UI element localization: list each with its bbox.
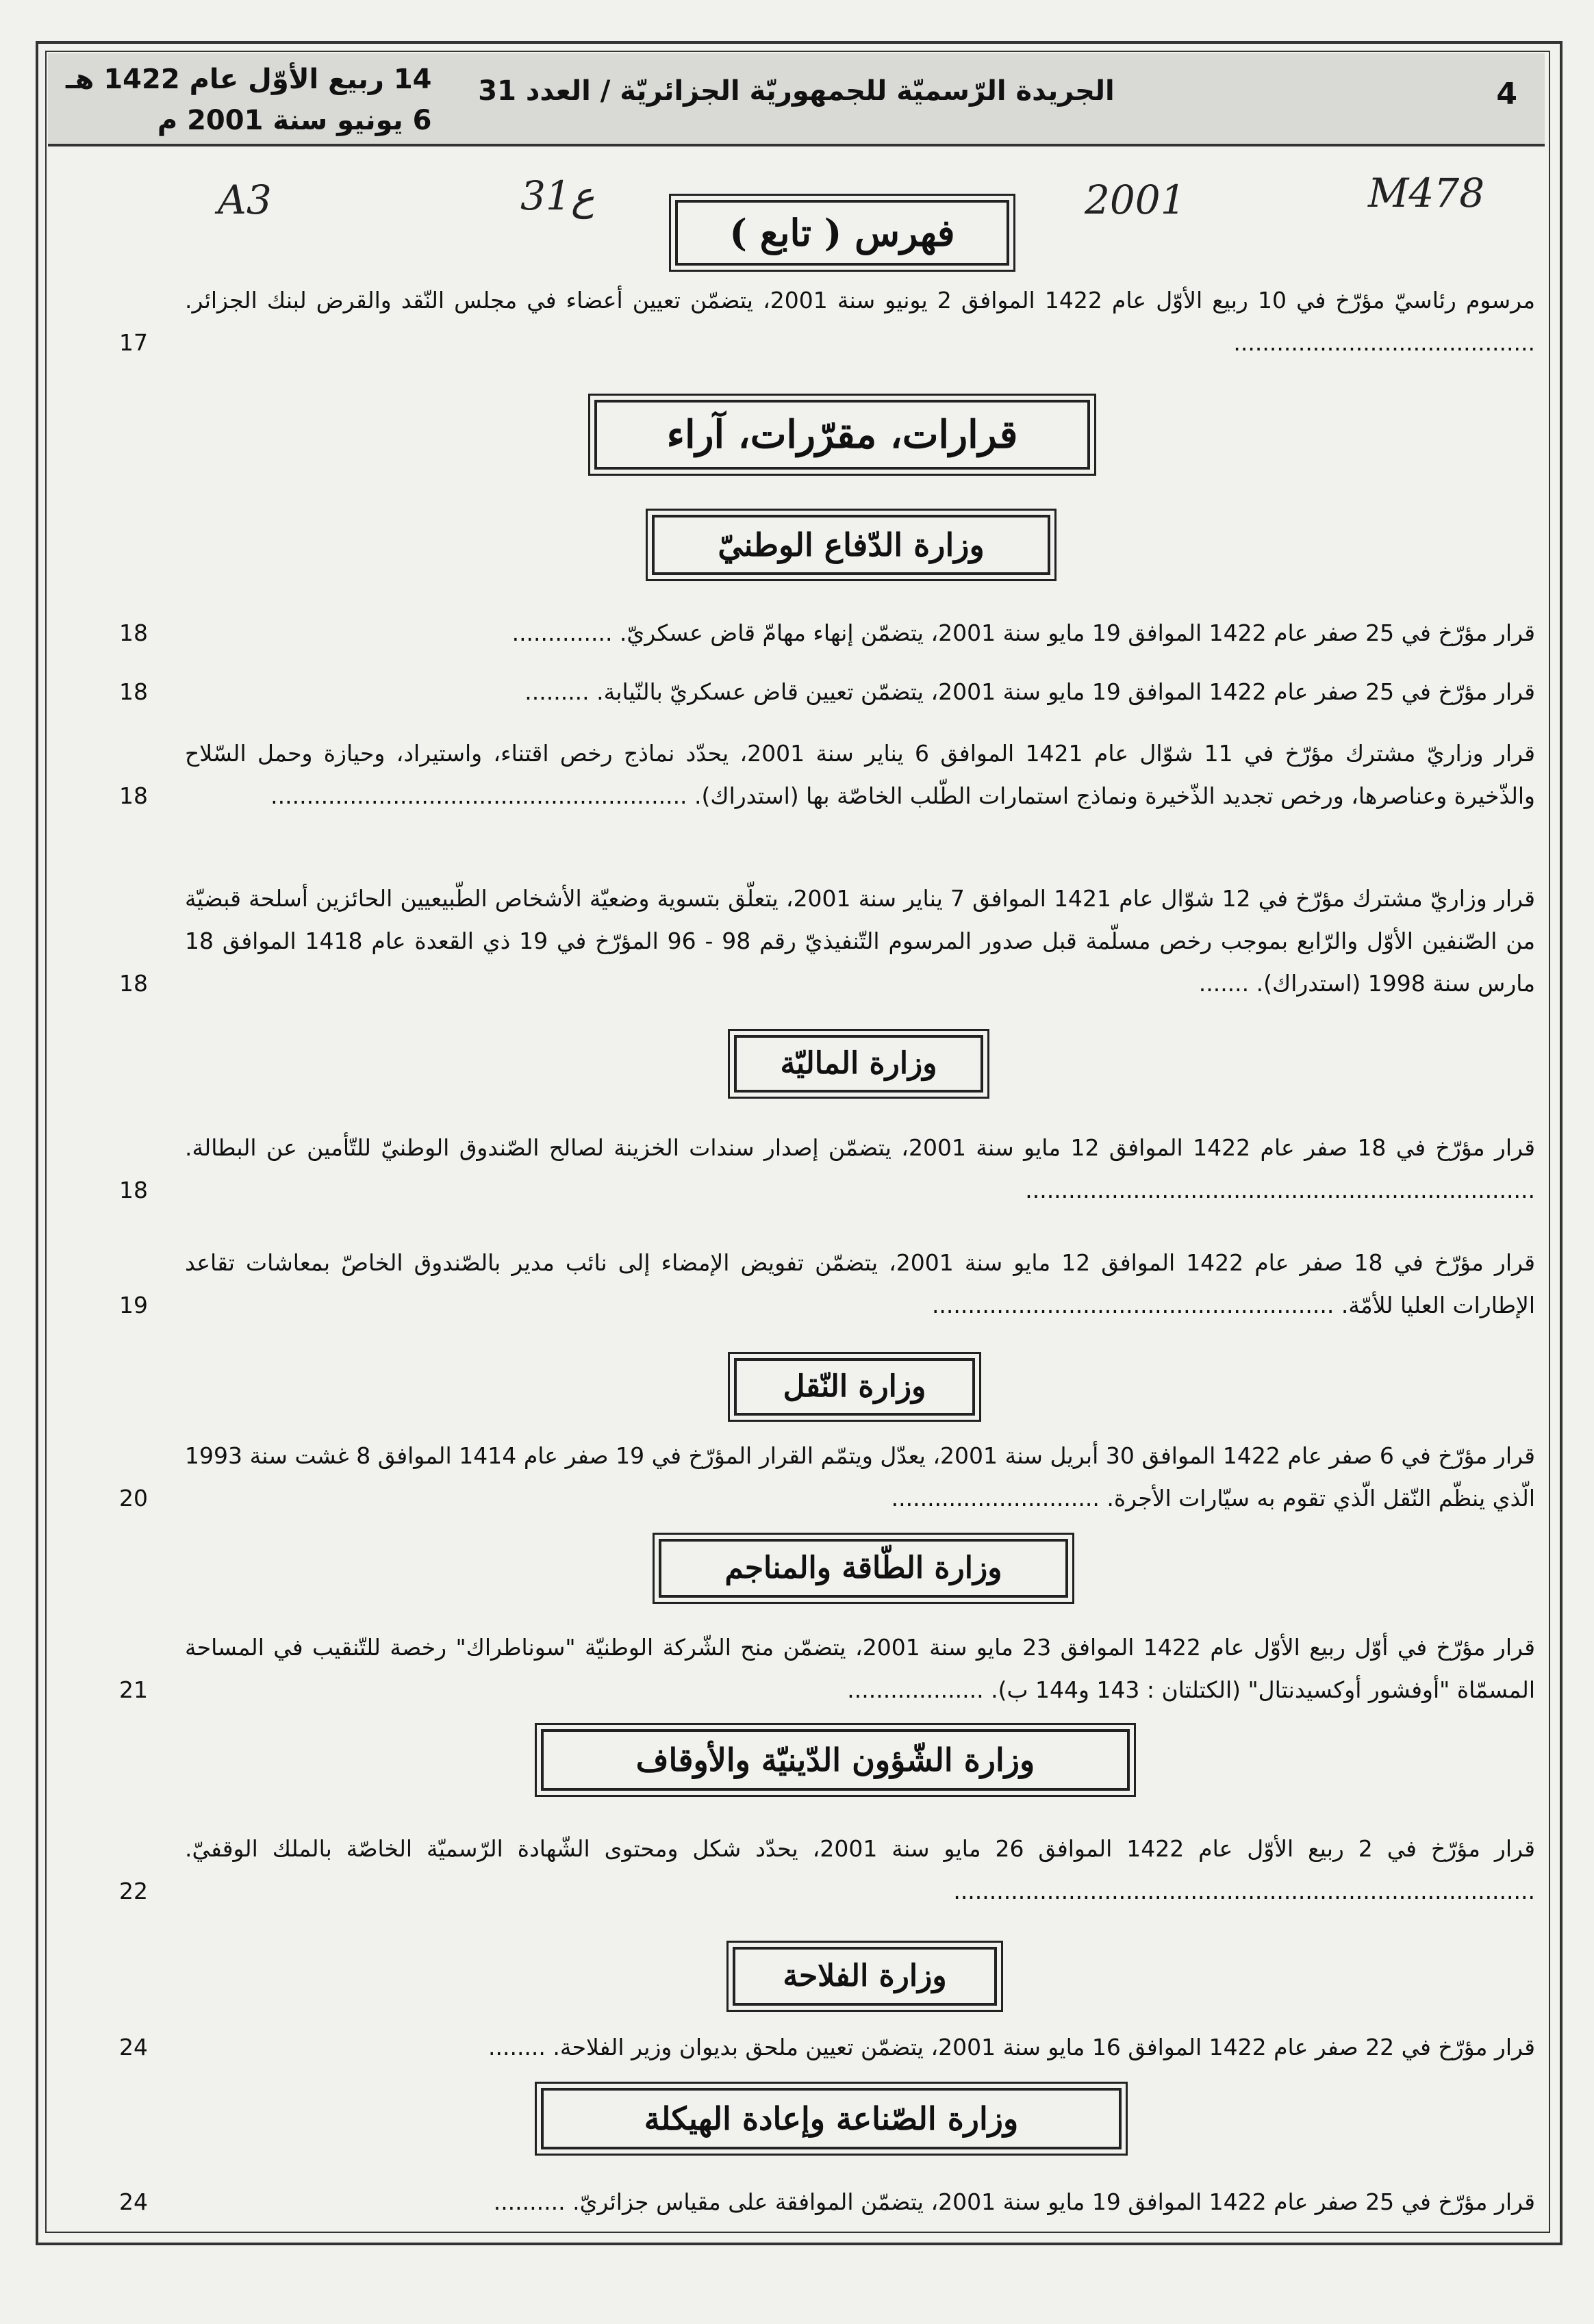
handwritten-note-b: 31ع bbox=[520, 173, 595, 219]
entry-presidential-decree bbox=[119, 279, 1535, 364]
entry-page: 18 bbox=[119, 620, 148, 646]
section-industry-heading: وزارة الصّناعة وإعادة الهيكلة bbox=[541, 2088, 1122, 2149]
section-transport-heading: وزارة النّقل bbox=[734, 1358, 975, 1416]
entry-page: 18 bbox=[119, 678, 148, 705]
entry-text: قرار مؤرّخ في 2 ربيع الأوّل عام 1422 الموافق 26 مايو سنة 2001، يحدّد شكل ومحتوى الشّهادة الرّسميّة الخاصّة بالملك الوقفيّ. ................................................................................. bbox=[185, 1835, 1535, 1904]
handwritten-note-d: M478 bbox=[1368, 170, 1485, 216]
entry-text: قرار مؤرّخ في 25 صفر عام 1422 الموافق 19 مايو سنة 2001، يتضمّن إنهاء مهامّ قاض عسكريّ. .............. bbox=[511, 620, 1535, 646]
index-heading: فهرس ( تابع ) bbox=[675, 200, 1009, 266]
section-agriculture-heading: وزارة الفلاحة bbox=[733, 1947, 997, 2006]
entry-defense-2 bbox=[119, 671, 1535, 713]
entry-finance-2 bbox=[119, 1242, 1535, 1327]
entry-agriculture-1 bbox=[119, 2026, 1535, 2069]
date-hijri: 14 ربيع الأوّل عام 1422 هـ bbox=[66, 64, 432, 95]
issue-dates bbox=[66, 59, 431, 141]
entry-page: 18 bbox=[119, 970, 148, 997]
entry-defense-3 bbox=[119, 732, 1535, 817]
handwritten-note-a: A3 bbox=[218, 177, 272, 223]
entry-page: 24 bbox=[119, 2034, 148, 2060]
page-header bbox=[48, 53, 1545, 146]
section-energy-heading: وزارة الطّاقة والمناجم bbox=[659, 1539, 1068, 1598]
entry-page: 21 bbox=[119, 1676, 148, 1703]
section-defense-heading: وزارة الدّفاع الوطنيّ bbox=[652, 515, 1050, 575]
entry-page: 19 bbox=[119, 1292, 148, 1318]
section-finance-heading: وزارة الماليّة bbox=[734, 1035, 983, 1093]
section-religious-heading: وزارة الشّؤون الدّينيّة والأوقاف bbox=[541, 1729, 1130, 1791]
entry-page: 17 bbox=[119, 329, 148, 356]
entry-page: 20 bbox=[119, 1485, 148, 1511]
entry-energy-1 bbox=[119, 1626, 1536, 1711]
entry-text: قرار مؤرّخ في 22 صفر عام 1422 الموافق 16 مايو سنة 2001، يتضمّن تعيين ملحق بديوان وزير الفلاحة. ........ bbox=[488, 2034, 1535, 2060]
entry-text: قرار مؤرّخ في 6 صفر عام 1422 الموافق 30 أبريل سنة 2001، يعدّل ويتمّم القرار المؤرّخ في 19 صفر عام 1414 الموافق 8 غشت سنة 1993 الّذي ينظّم النّقل الّذي تقوم به سيّارات الأجرة. ............................. bbox=[185, 1442, 1535, 1511]
entry-page: 18 bbox=[119, 782, 148, 809]
handwritten-note-c: 2001 bbox=[1085, 177, 1186, 223]
entry-text: مرسوم رئاسيّ مؤرّخ في 10 ربيع الأوّل عام 1422 الموافق 2 يونيو سنة 2001، يتضمّن تعيين أعضاء في مجلس النّقد والقرض لبنك الجزائر. .......................................... bbox=[185, 287, 1535, 356]
entry-finance-1 bbox=[119, 1127, 1536, 1212]
entry-defense-4 bbox=[119, 878, 1536, 1005]
entry-industry-1 bbox=[119, 2181, 1535, 2223]
entry-text: قرار مؤرّخ في 25 صفر عام 1422 الموافق 19 مايو سنة 2001، يتضمّن تعيين قاض عسكريّ بالنّيابة. ......... bbox=[524, 678, 1535, 705]
date-gregorian: 6 يونيو سنة 2001 م bbox=[157, 105, 432, 136]
entry-page: 24 bbox=[119, 2188, 148, 2215]
entry-page: 18 bbox=[119, 1177, 148, 1203]
entry-transport-1 bbox=[119, 1435, 1535, 1520]
entry-text: قرار مؤرّخ في أوّل ربيع الأوّل عام 1422 الموافق 23 مايو سنة 2001، يتضمّن منح الشّركة الوطنيّة "سوناطراك" رخصة للتّنقيب في المساحة المسمّاة "أوفشور أوكسيدنتال" (الكتلتان : 143 و144 ب). ................... bbox=[185, 1634, 1536, 1703]
section-decisions-heading: قرارات، مقرّرات، آراء bbox=[594, 400, 1090, 470]
entry-text: قرار وزاريّ مشترك مؤرّخ في 11 شوّال عام 1421 الموافق 6 يناير سنة 2001، يحدّد نماذج رخص اقتناء، واستيراد، وحيازة وحمل السّلاح والذّخيرة وعناصرها، ورخص تجديد الذّخيرة ونماذج استمارات الطّلب الخاصّة بها (استدراك). .......................................................... bbox=[185, 740, 1535, 809]
entry-text: قرار مؤرّخ في 18 صفر عام 1422 الموافق 12 مايو سنة 2001، يتضمّن تفويض الإمضاء إلى نائب مدير بالصّندوق الخاصّ بمعاشات تقاعد الإطارات العليا للأمّة. ........................................................ bbox=[185, 1249, 1535, 1318]
gazette-title: الجريدة الرّسميّة للجمهوريّة الجزائريّة / العدد 31 bbox=[478, 75, 1115, 107]
entry-religious-1 bbox=[119, 1828, 1535, 1913]
entry-text: قرار مؤرّخ في 18 صفر عام 1422 الموافق 12 مايو سنة 2001، يتضمّن إصدار سندات الخزينة لصالح الصّندوق الوطنيّ للتّأمين عن البطالة. ....................................................................... bbox=[185, 1134, 1536, 1203]
entry-page: 22 bbox=[119, 1878, 148, 1904]
page-number: 4 bbox=[1496, 77, 1517, 112]
entry-defense-1 bbox=[119, 612, 1535, 654]
entry-text: قرار وزاريّ مشترك مؤرّخ في 12 شوّال عام 1421 الموافق 7 يناير سنة 2001، يتعلّق بتسوية وضعيّة الأشخاص الطّبيعيين الحائزين أسلحة قبضيّة من الصّنفين الأوّل والرّابع بموجب رخص مسلّمة قبل صدور المرسوم التّنفيذيّ رقم 98 - 96 المؤرّخ في 19 ذي القعدة عام 1418 الموافق 18 مارس سنة 1998 (استدراك). ....... bbox=[185, 885, 1536, 997]
entry-text: قرار مؤرّخ في 25 صفر عام 1422 الموافق 19 مايو سنة 2001، يتضمّن الموافقة على مقياس جزائريّ. .......... bbox=[493, 2188, 1535, 2215]
